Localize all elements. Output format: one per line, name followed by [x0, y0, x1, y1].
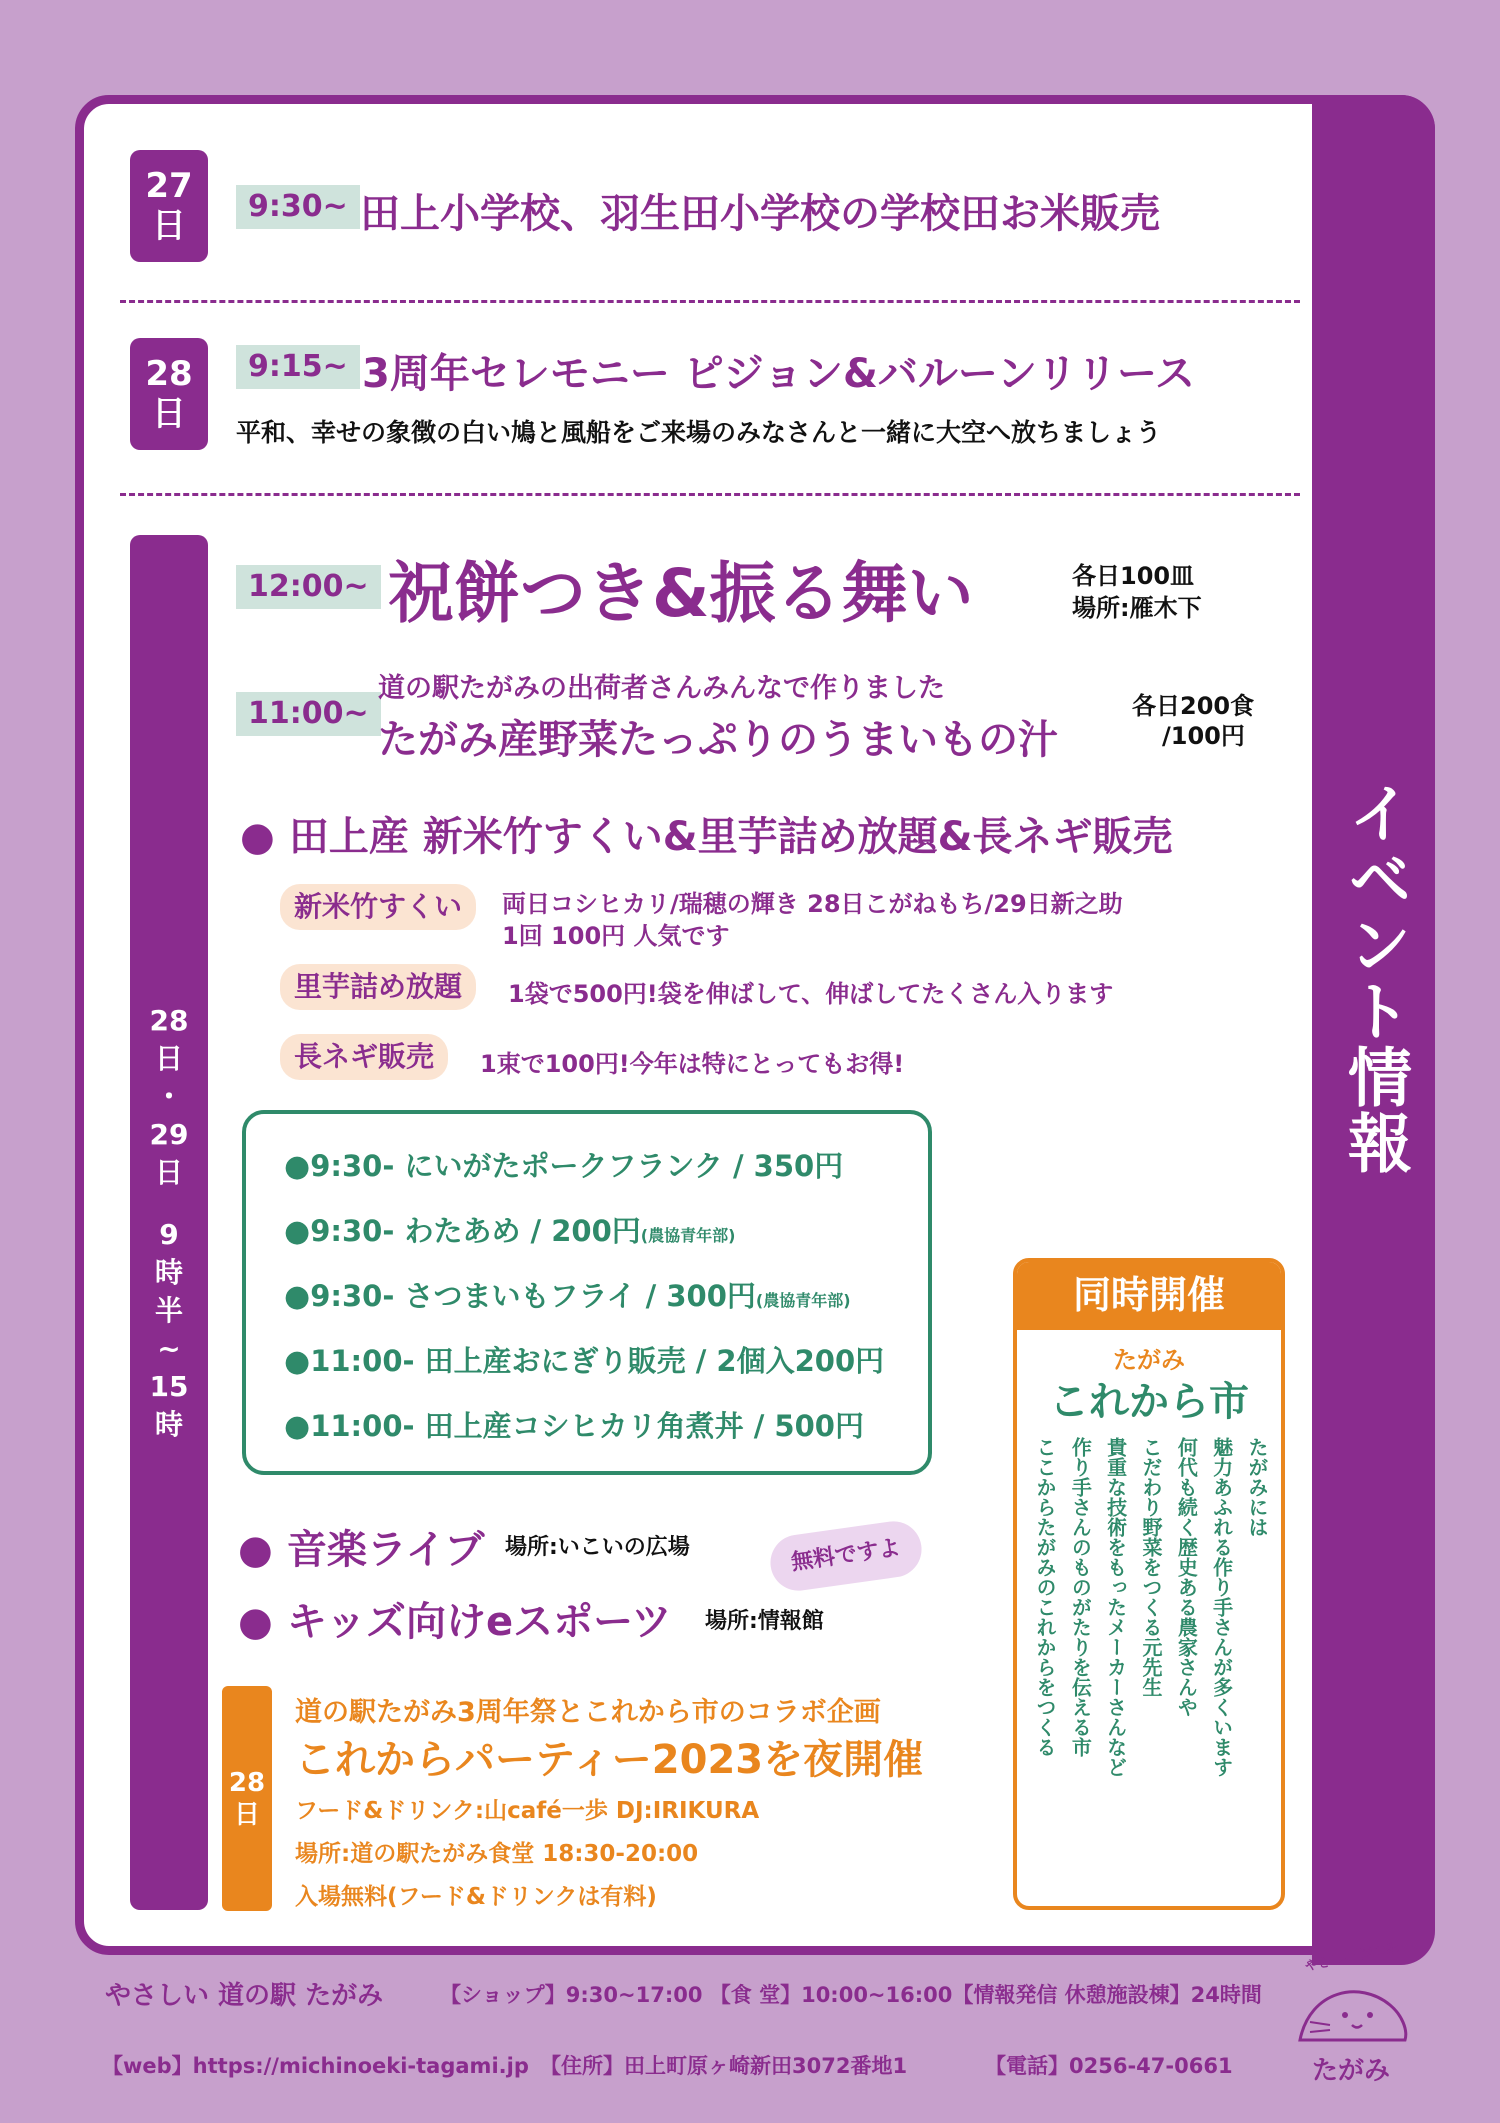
soup-sub: 道の駅たがみの出荷者さんみんなで作りました [378, 673, 945, 704]
food-text: 11:00- 田上産コシヒカリ角煮丼 / 500円 [310, 1409, 864, 1443]
food-item [284, 1404, 864, 1445]
mochi-qty: 各日100皿 [1072, 562, 1195, 590]
concurrent-line: 作り手さんのものがたりを伝える市 [1068, 1437, 1093, 1757]
footer-tel: 【電話】0256-47-0661 [985, 2054, 1233, 2078]
day-unit: 日 [233, 1799, 260, 1830]
logo-top-text: やさしい 道の駅 [1303, 1940, 1401, 1975]
music-heading [238, 1518, 484, 1575]
divider [120, 493, 1300, 496]
footer-web[interactable]: 【web】https://michinoeki-tagami.jp [102, 2054, 529, 2078]
sale-desc-1b: 1回 100円 人気です [502, 922, 730, 950]
range-text: 日 [154, 1041, 183, 1075]
sale-desc-1a: 両日コシヒカリ/瑞穂の輝き 28日こがねもち/29日新之助 [502, 890, 1123, 918]
sale-heading [240, 805, 1173, 862]
food-note: (農協青年部) [640, 1226, 736, 1245]
kids-title: キッズ向けeスポーツ [286, 1599, 672, 1645]
footer-address: 【住所】田上町原ヶ崎新田3072番地1 [540, 2054, 908, 2078]
soup-title: たがみ産野菜たっぷりのうまいもの汁 [378, 717, 1058, 763]
party-day-tab [222, 1686, 272, 1911]
event-desc-28: 平和、幸せの象徴の白い鳩と風船をご来場のみなさんと一緒に大空へ放ちましょう [236, 418, 1162, 447]
bullet-dot: ● [238, 1527, 287, 1573]
day-range-tab [130, 535, 208, 1910]
logo-small-text: たがみ [1113, 1346, 1185, 1374]
food-text: 11:00- 田上産おにぎり販売 / 2個入200円 [310, 1344, 885, 1378]
range-text: 28 [149, 1003, 189, 1037]
logo-big-text: これから市 [1049, 1379, 1249, 1425]
event-title-28: 3周年セレモニー ピジョン&バルーンリリース [362, 351, 1196, 397]
range-text: 日 [154, 1155, 183, 1189]
bullet-dot: ● [284, 1279, 311, 1314]
bullet-dot: ● [284, 1149, 311, 1184]
food-note: (農協青年部) [755, 1291, 851, 1310]
divider [120, 300, 1300, 303]
kids-place: 場所:情報館 [705, 1609, 824, 1634]
food-stall-box [242, 1110, 932, 1475]
sale-desc-3: 1束で100円!今年は特にとってもお得! [480, 1050, 905, 1078]
event-title-27: 田上小学校、羽生田小学校の学校田お米販売 [360, 191, 1160, 237]
day-num: 28 [145, 354, 193, 394]
soup-price: /100円 [1162, 722, 1245, 750]
concurrent-line: 何代も続く歴史ある農家さんや [1174, 1437, 1199, 1717]
mochi-place: 場所:雁木下 [1072, 594, 1202, 622]
food-text: 9:30- さつまいもフライ / 300円 [310, 1279, 756, 1313]
concurrent-line: 貴重な技術をもったメーカーさんなど [1103, 1437, 1128, 1777]
concurrent-line: たがみには [1244, 1437, 1269, 1537]
bullet-dot: ● [240, 814, 289, 860]
music-place: 場所:いこいの広場 [505, 1535, 690, 1560]
time-chip-27: 9:30~ [236, 185, 360, 229]
food-item [284, 1274, 851, 1315]
food-text: 9:30- にいがたポークフランク / 350円 [310, 1149, 844, 1183]
bullet-dot: ● [284, 1409, 311, 1444]
range-text: 15 [149, 1369, 189, 1403]
party-title: これからパーティー2023を夜開催 [295, 1737, 924, 1783]
sale-pill-2: 里芋詰め放題 [280, 964, 476, 1010]
concurrent-event-box [1013, 1258, 1285, 1910]
range-text: ・ [154, 1079, 183, 1113]
time-chip-soup: 11:00~ [236, 692, 381, 736]
day-num: 27 [145, 166, 193, 206]
day-tab-27 [130, 150, 208, 262]
sale-pill-3: 長ネギ販売 [280, 1034, 448, 1080]
concurrent-vertical-text [1029, 1437, 1273, 1897]
party-sub: 道の駅たがみ3周年祭とこれから市のコラボ企画 [295, 1697, 881, 1728]
sale-desc-2: 1袋で500円!袋を伸ばして、伸ばしてたくさん入ります [508, 980, 1114, 1008]
party-line2: 場所:道の駅たがみ食堂 18:30-20:00 [295, 1841, 699, 1867]
sale-title: 田上産 新米竹すくい&里芋詰め放題&長ネギ販売 [288, 814, 1173, 860]
sale-pill-1: 新米竹すくい [280, 884, 476, 930]
time-chip-mochi: 12:00~ [236, 565, 381, 609]
concurrent-line: 魅力あふれる作り手さんが多くいます [1209, 1437, 1234, 1777]
party-line3: 入場無料(フード&ドリンクは有料) [295, 1884, 657, 1910]
food-text: 9:30- わたあめ / 200円 [310, 1214, 641, 1248]
mochi-title: 祝餅つき&振る舞い [388, 555, 974, 632]
time-chip-28: 9:15~ [236, 345, 360, 389]
kids-heading [238, 1590, 672, 1647]
concurrent-line: ここからたがみのこれからをつくる [1033, 1437, 1057, 1757]
soup-qty: 各日200食 [1132, 692, 1255, 720]
day-unit: 日 [152, 394, 186, 434]
bullet-dot: ● [284, 1344, 311, 1379]
concurrent-line: こだわり野菜をつくる元先生 [1138, 1437, 1163, 1697]
party-line1: フード&ドリンク:山café一歩 DJ:IRIKURA [295, 1798, 760, 1824]
music-title: 音楽ライブ [286, 1527, 485, 1573]
seal-mascot-icon [1290, 1970, 1415, 2050]
range-text: 半 [154, 1293, 183, 1327]
food-item [284, 1144, 843, 1185]
range-text: 時 [154, 1255, 183, 1289]
day-tab-28 [130, 338, 208, 450]
range-text: 29 [149, 1117, 189, 1151]
range-text: 時 [154, 1407, 183, 1441]
bullet-dot: ● [238, 1599, 287, 1645]
concurrent-heading: 同時開催 [1017, 1262, 1281, 1330]
footer-brand: やさしい 道の駅 たがみ [105, 1981, 384, 2011]
day-num: 28 [228, 1767, 266, 1798]
free-bubble-text: 無料ですよ [789, 1535, 903, 1576]
day-unit: 日 [152, 206, 186, 246]
range-text: 9 [159, 1217, 179, 1251]
footer-hours: 【ショップ】9:30~17:00 【食 堂】10:00~16:00【情報発信 休憩施設棟】24時間 [440, 1983, 1262, 2007]
logo-bottom-text: たがみ [1312, 2056, 1391, 2086]
bullet-dot: ● [284, 1214, 311, 1249]
station-logo [1290, 1940, 1415, 2090]
side-title: イベント情報 [1337, 780, 1411, 1176]
food-item [284, 1339, 884, 1380]
range-text: ~ [157, 1331, 181, 1365]
food-item [284, 1209, 735, 1250]
